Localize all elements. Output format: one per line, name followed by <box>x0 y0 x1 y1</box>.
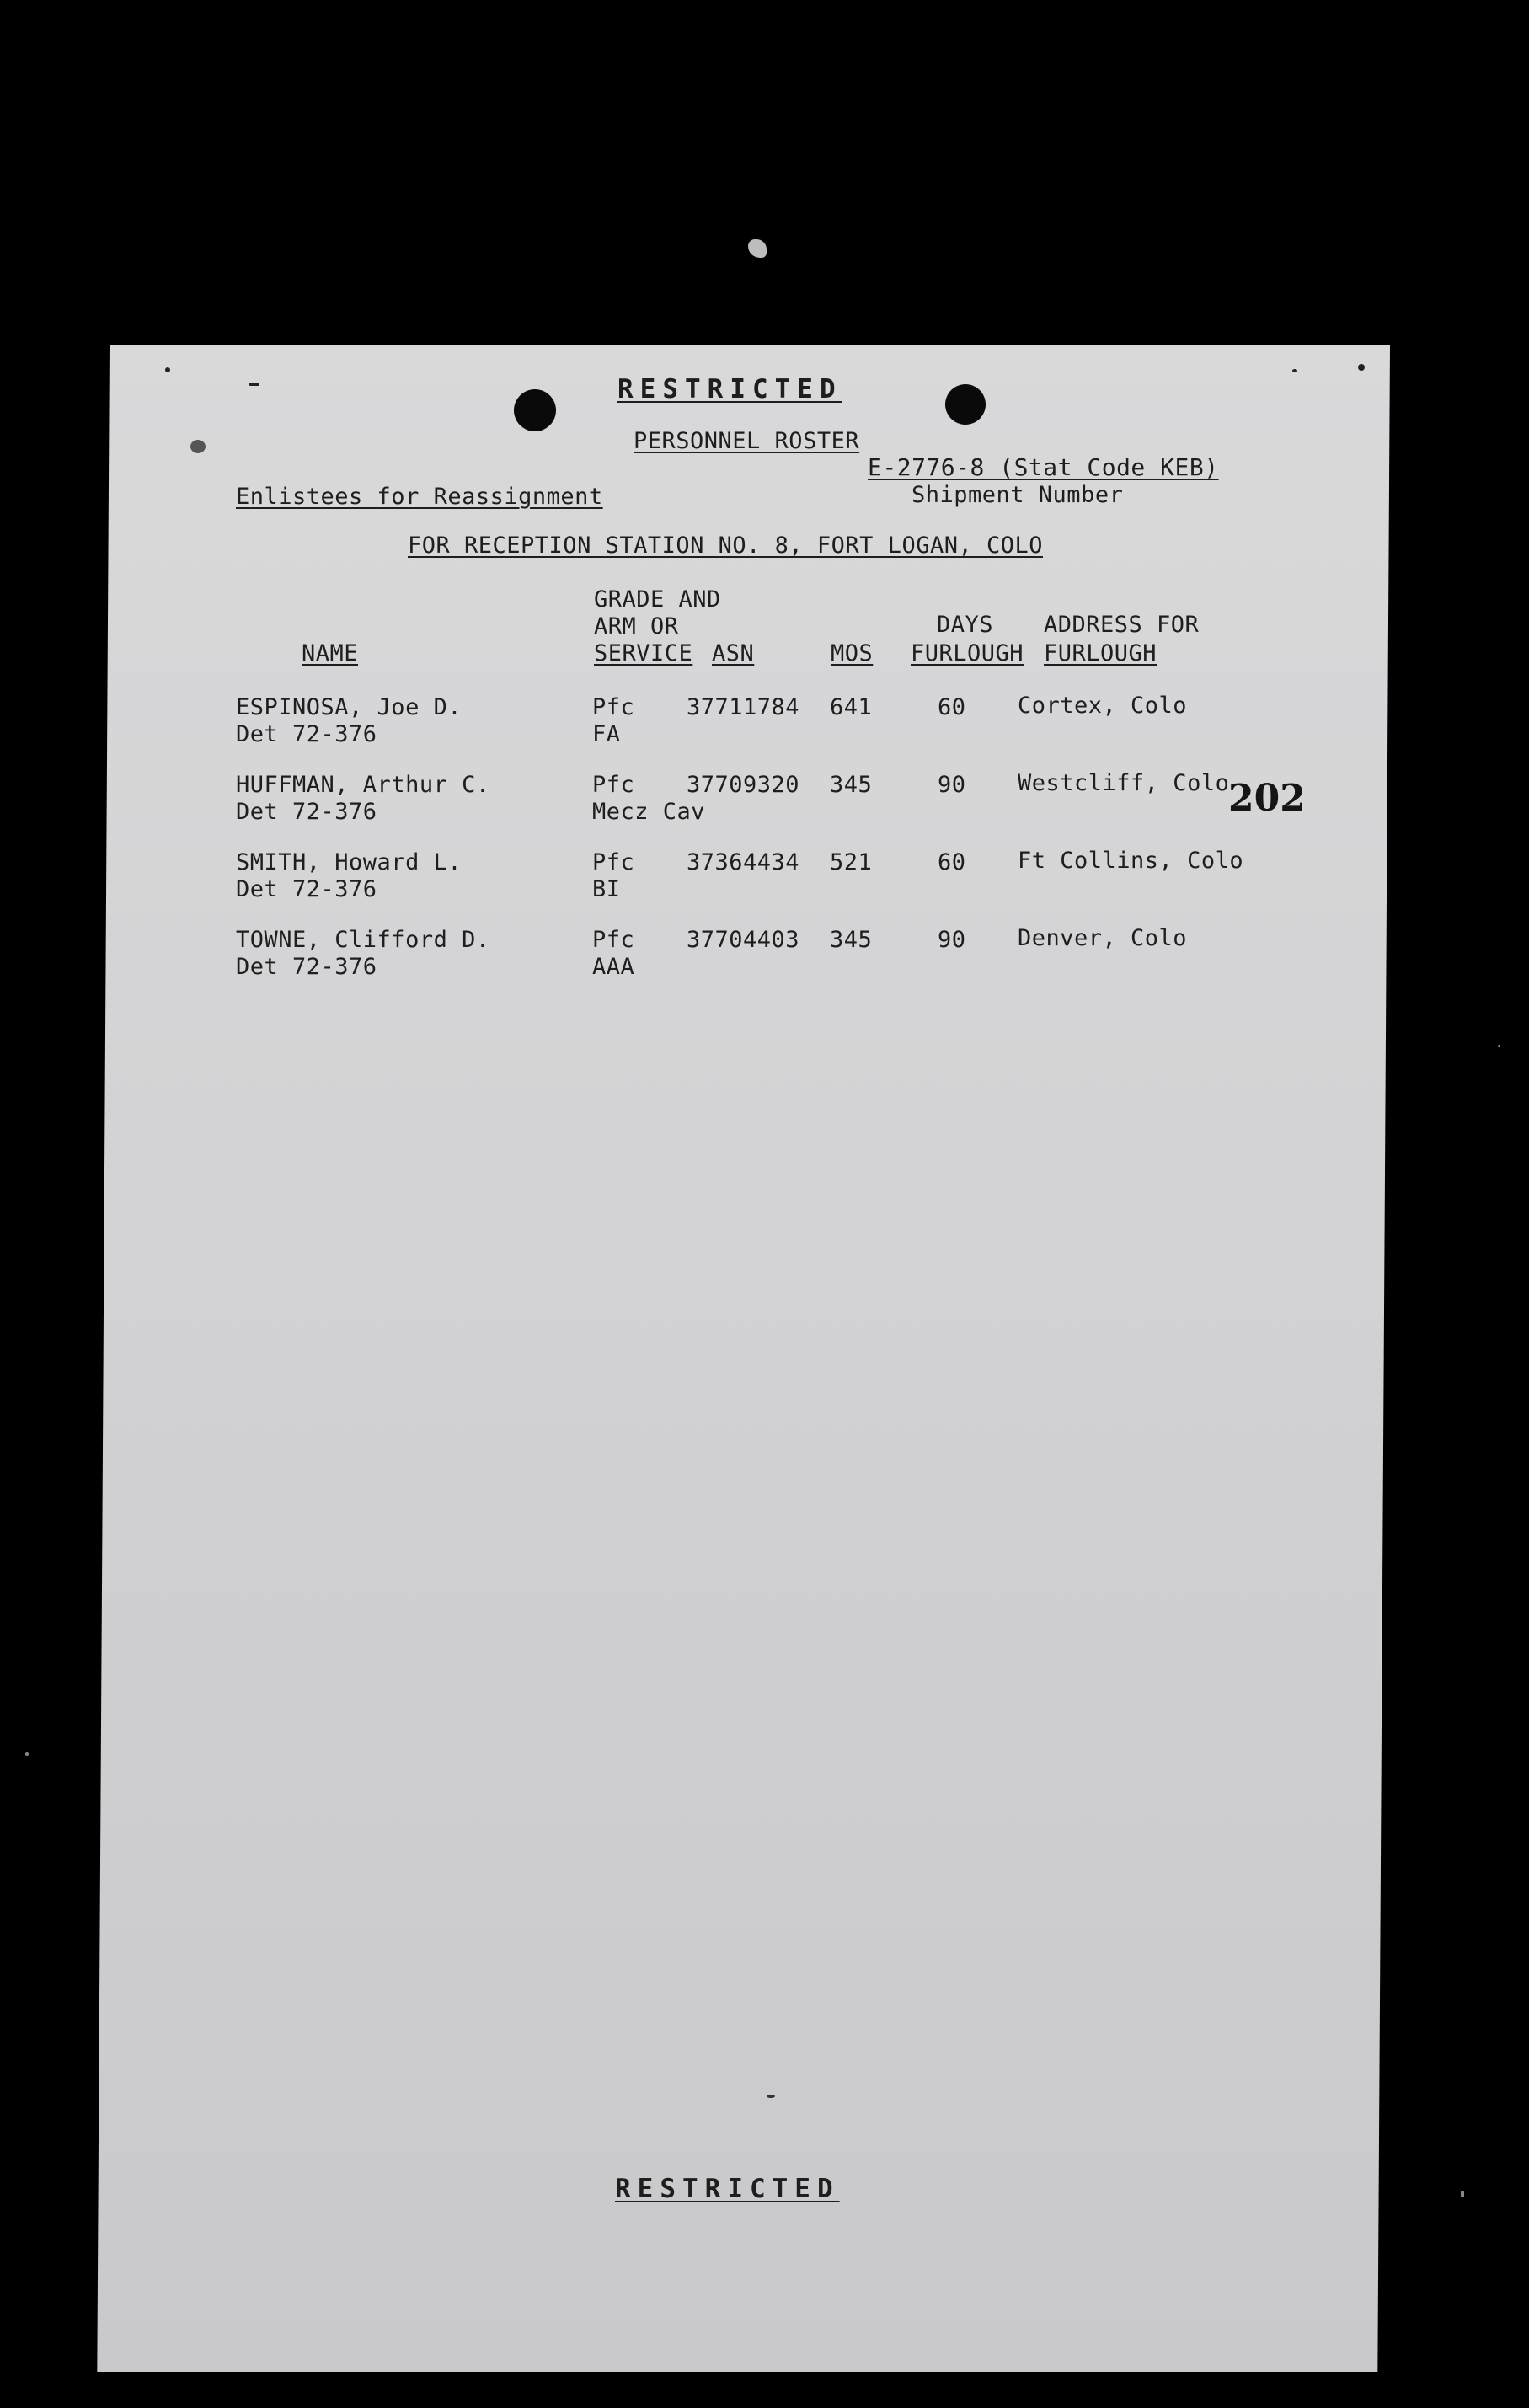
row-2-asn: 37709320 <box>687 772 800 798</box>
row-4-address: Denver, Colo <box>1018 925 1188 951</box>
roster-title: PERSONNEL ROSTER <box>634 428 860 454</box>
grade-header-line1: GRADE AND <box>594 586 721 613</box>
page-number-stamp: 202 <box>1228 777 1306 820</box>
row-3-name: SMITH, Howard L. <box>236 849 462 875</box>
group-label: Enlistees for Reassignment <box>236 484 603 510</box>
restricted-bottom: RESTRICTED <box>615 2174 840 2204</box>
row-3-asn: 37364434 <box>687 849 800 875</box>
row-4-arm: AAA <box>592 954 635 980</box>
row-1-unit: Det 72-376 <box>236 721 377 747</box>
address-header-line1: ADDRESS FOR <box>1044 612 1200 638</box>
row-2-grade: Pfc <box>592 772 635 798</box>
grade-header-line2: ARM OR <box>594 613 679 639</box>
restricted-top: RESTRICTED <box>617 374 842 404</box>
days-header-line1: DAYS <box>937 612 994 638</box>
row-1-name: ESPINOSA, Joe D. <box>236 694 462 720</box>
row-2-address: Westcliff, Colo <box>1018 770 1230 796</box>
name-header: NAME <box>302 640 359 666</box>
row-2-unit: Det 72-376 <box>236 799 377 825</box>
row-3-days: 60 <box>938 849 966 875</box>
row-4-asn: 37704403 <box>687 927 800 953</box>
row-4-unit: Det 72-376 <box>236 954 377 980</box>
row-1-arm: FA <box>592 721 621 747</box>
grade-header-line3: SERVICE <box>594 640 693 666</box>
row-1-grade: Pfc <box>592 694 635 720</box>
row-2-mos: 345 <box>830 772 873 798</box>
shipment-code: E-2776-8 (Stat Code KEB) <box>868 453 1219 481</box>
row-3-mos: 521 <box>830 849 873 875</box>
shipment-label: Shipment Number <box>912 482 1124 508</box>
row-1-address: Cortex, Colo <box>1018 693 1188 719</box>
row-1-days: 60 <box>938 694 966 720</box>
mos-header: MOS <box>831 640 874 666</box>
asn-header: ASN <box>712 640 755 666</box>
row-4-grade: Pfc <box>592 927 635 953</box>
row-3-unit: Det 72-376 <box>236 876 377 902</box>
row-4-days: 90 <box>938 927 966 953</box>
row-2-days: 90 <box>938 772 966 798</box>
row-1-asn: 37711784 <box>687 694 800 720</box>
row-3-arm: BI <box>592 876 621 902</box>
row-3-grade: Pfc <box>592 849 635 875</box>
row-1-mos: 641 <box>830 694 873 720</box>
row-4-mos: 345 <box>830 927 873 953</box>
destination-line: FOR RECEPTION STATION NO. 8, FORT LOGAN, COLO <box>408 532 1043 559</box>
days-header-line2: FURLOUGH <box>911 640 1024 666</box>
row-4-name: TOWNE, Clifford D. <box>236 927 490 953</box>
row-3-address: Ft Collins, Colo <box>1018 848 1244 874</box>
row-2-name: HUFFMAN, Arthur C. <box>236 772 490 798</box>
row-2-arm: Mecz Cav <box>592 799 706 825</box>
address-header-line2: FURLOUGH <box>1044 640 1157 666</box>
